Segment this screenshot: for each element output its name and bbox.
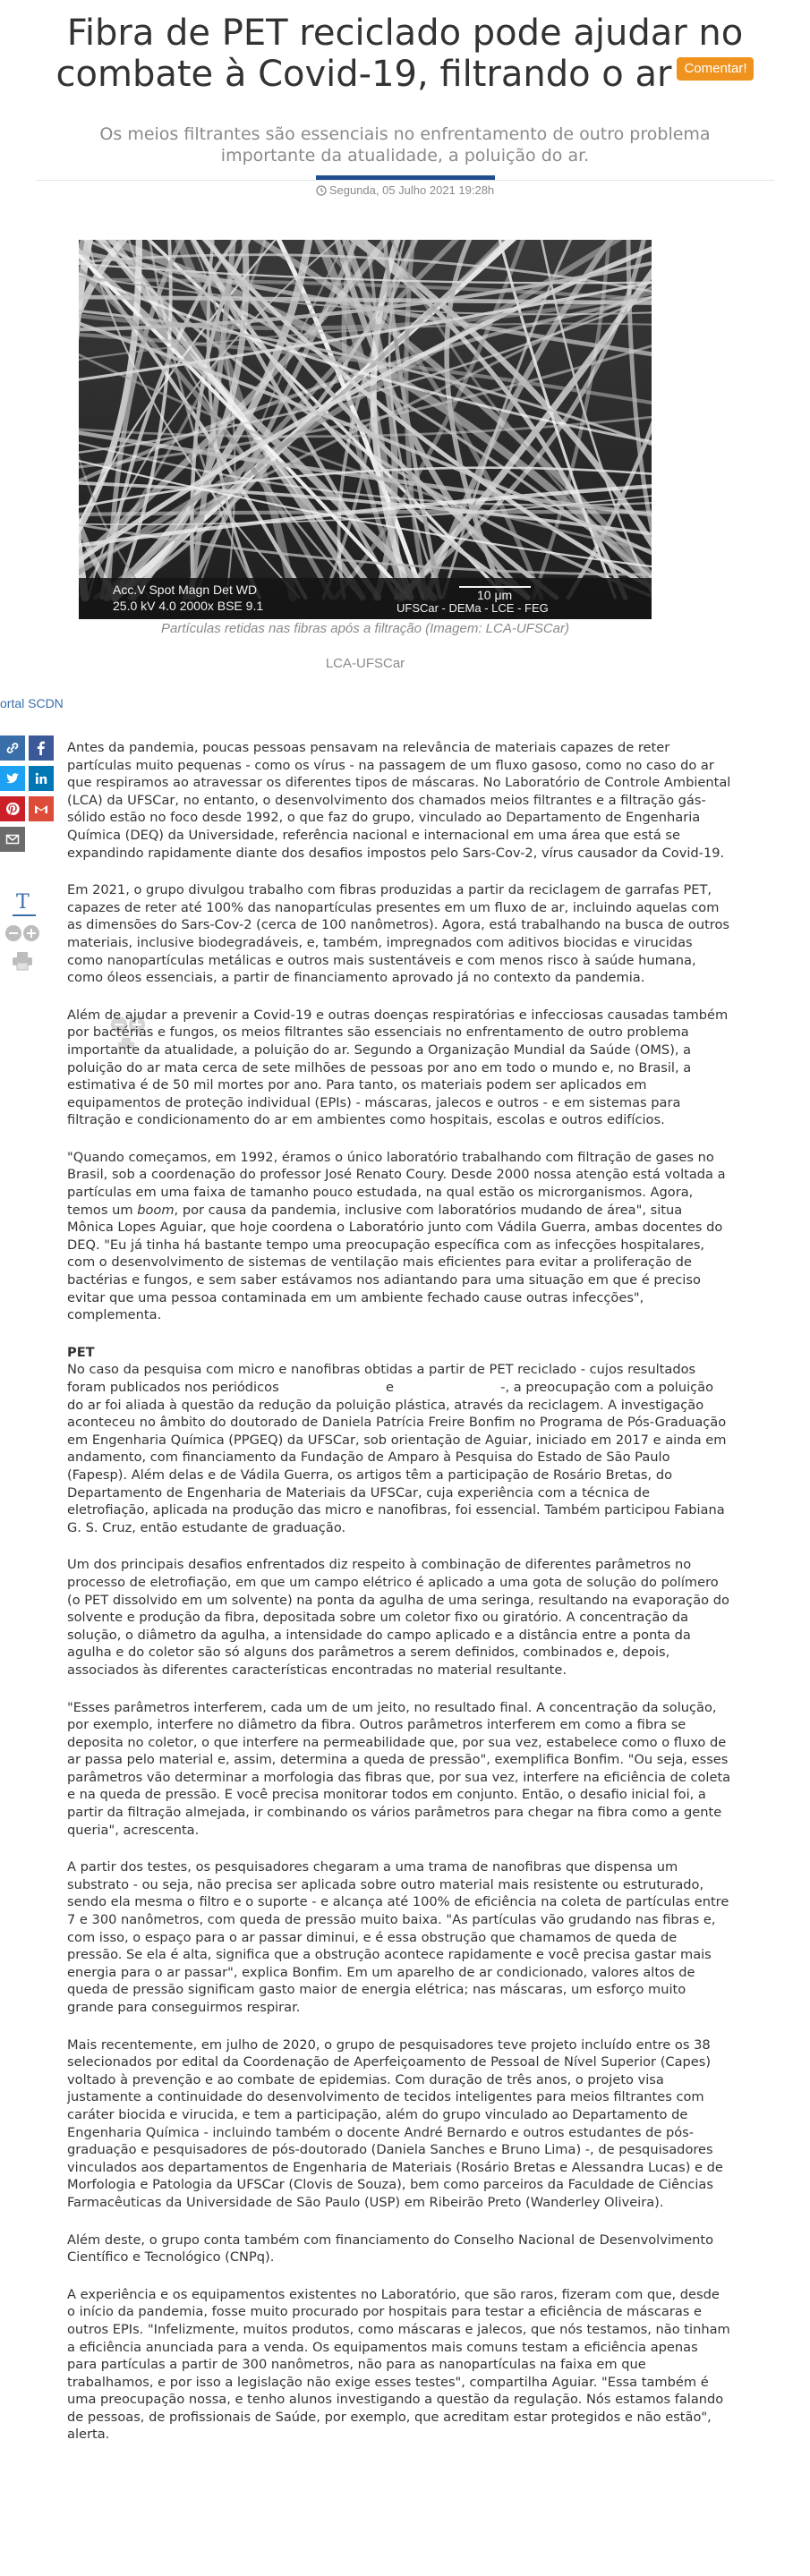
sem-photo — [79, 240, 652, 619]
paragraph-4 — [67, 1149, 731, 1324]
paragraph-2: Em 2021, o grupo divulgou trabalho com fibras produzidas a partir da reciclagem de garrafas PET, capazes de reter até 100% das nanopartículas presentes em um fluxo de ar, incluindo aquelas com as dimensões do Sars-Cov-2 (cerca de 100 nanômetros). Agora, está trabalhando na busca de outros materiais, inclusive biodegradáveis, e, também, impregnados com aditivos biocidas e virucidas como nanopartículas metálicas e outros mais sustentáveis e com menos risco à saúde humana, como óleos essenciais, a partir de financiamento aprovado já no contexto da pandemia. — [67, 882, 730, 986]
sem-scale-label: 10 μm — [477, 588, 513, 602]
article-figure — [79, 240, 652, 671]
sem-info-row1: Acc.V Spot Magn Det WD — [113, 582, 258, 597]
text-size-underline — [13, 914, 36, 916]
article-page — [0, 13, 810, 2576]
paragraph-6: Um dos principais desafios enfrentados diz respeito à combinação de diferentes parâmetros no processo de eletrofiação, em que um campo elétrico é aplicado a uma gota de solução do polímero (o PET dissolvido em um solvente) na ponta da agulha de uma seringa, resultando na evaporação do solvente e produção da fibra, depositada sobre um coletor fixo ou giratório. A concentração da solução, o diâmetro da agulha, a intensidade do campo aplicado e a distância entre a ponta da agulha e do coletor são só alguns dos parâmetros a serem definidos, combinados e, depois, associados às diferentes características encontradas no material resultante. — [67, 1557, 729, 1678]
article-title — [0, 13, 810, 95]
paragraph-8: A partir dos testes, os pesquisadores chegaram a uma trama de nanofibras que dispensa um substrato - ou seja, não precisa ser aplicada sobre outro material mais resistente ou estruturado, sendo ela mesma o filtro e o suporte - e alcança até 100% de eficiência na coleta de partículas entre 7 e 300 nanômetros, com queda de pressão muito baixa. "As partículas vão grudando nas fibras e, com isso, o espaço para o ar passar diminui, e é essa obstrução que chamamos de queda de pressão. Se ela é alta, significa que a obstrução acontece rapidamente e você precisa gastar mais energia para o ar passar", explica Bonfim. Em um aparelho de ar condicionado, valores altos de queda de pressão significam gasto maior de energia elétrica; nas máscaras, um esforço muito grande para conseguirmos respirar. — [67, 1859, 729, 2015]
paragraph-7: "Esses parâmetros interferem, cada um de um jeito, no resultado final. A concentração da solução, por exemplo, interfere no diâmetro da fibra. Outros parâmetros interferem em como a fibra se deposita no coletor, o que interfere na permeabilidade que, por sua vez, estabelece como o fluxo de ar passa pelo material e, assim, determina a queda de pressão", exemplifica Bonfim. "Ou seja, esses parâmetros vão determinar a morfologia das fibras que, por sua vez, interfere na eficiência de coleta e na queda de pressão. E você precisa monitorar todos em conjunto. Então, o desafio inicial foi, a partir da filtração almejada, ir combinando os vários parâmetros para chegar na fibra como a gente queria", acrescenta. — [67, 1699, 731, 1838]
facebook-icon[interactable] — [29, 735, 54, 761]
portal-link[interactable]: ortal SCDN — [0, 696, 64, 710]
comment-button[interactable]: Comentar! — [677, 57, 754, 81]
text-size-label: T — [16, 891, 30, 914]
link-icon[interactable] — [0, 735, 25, 761]
clock-icon — [316, 185, 327, 196]
article-subtitle: Os meios filtrantes são essenciais no enfrentamento de outro problema importante da atualidade, a poluição do ar. — [99, 124, 711, 166]
twitter-icon[interactable] — [0, 766, 25, 791]
reading-tools — [0, 886, 45, 984]
paragraph-9: Mais recentemente, em julho de 2020, o grupo de pesquisadores teve projeto incluído entre os 38 selecionados por edital da Coordenação de Aperfeiçoamento de Pessoal de Nível Superior (Capes) voltado à prevenção e ao combate de epidemias. Com duração de três anos, o projeto visa justamente a continuidade do desenvolvimento de tecidos inteligentes para meios filtrantes com caráter biocida e virucida, e tem a participação, além do grupo vinculado ao Departamento de Engenharia Química - incluindo também o docente André Bernardo e outros estudantes de pós-graduação e pesquisadores de pós-doutorado (Daniela Sanches e Bruno Lima) -, de pesquisadores vinculados aos departamentos de Engenharia de Materiais (Rosário Bretas e Alessandra Lucas) e de Morfologia e Patologia da UFSCar (Clovis de Souza), bem como parceiros da Faculdade de Ciências Farmacêuticas da Universidade de São Paulo (USP) em Ribeirão Preto (Wanderley Oliveira). — [67, 2036, 723, 2210]
image-credit: LCA-UFSCar — [325, 656, 405, 671]
paragraph-4-emphasis: boom — [137, 1202, 175, 1218]
sem-org-label: UFSCar - DEMa - LCE - FEG — [396, 601, 549, 615]
email-icon[interactable] — [0, 827, 25, 852]
paragraph-5-conjunction: e — [381, 1380, 398, 1395]
plus-glyph-v — [30, 929, 32, 938]
zoom-out-icon[interactable] — [5, 925, 21, 941]
publish-date-text: Segunda, 05 Julho 2021 19:28h — [328, 183, 495, 197]
text-size-icon[interactable] — [11, 893, 38, 914]
paragraph-5 — [67, 1361, 731, 1536]
paragraph-11: A experiência e os equipamentos existentes no Laboratório, que são raros, fizeram com que, desde o início da pandemia, fosse muito procurado por hospitais para testar a eficiência de máscaras e outros EPIs. "Infelizmente, muitos produtos, como máscaras e jalecos, que nós testamos, não tinham a eficiência anunciada para a venda. Os equipamentos mais comuns testam a eficiência apenas para partículas a partir de 300 nanômetros, não para as nanopartículas na faixa em que trabalhamos, e por isso a legislação não exige esses testes", compartilha Aguiar. "Essa também é uma preocupação nossa, e tenho alunos investigando a questão da regulação. Nós estamos falando de pessoas, de profissionais de Saúde, por exemplo, que acreditam estar protegidos e não estão", alerta. — [67, 2286, 730, 2443]
paragraph-3: Além de ajudar a prevenir a Covid-19 e outras doenças respiratórias e infecciosas causadas também por bactérias e fungos, os meios filtrantes são essenciais no enfrentamento de outro problema importante da atualidade, a poluição do ar. Segundo a Organização Mundial da Saúde (OMS), a poluição do ar mata cerca de sete milhões de pessoas por ano em todo o mundo e, no Brasil, a estimativa é de 50 mil mortes por ano. Para tanto, os materiais podem ser aplicados em equipamentos de proteção individual (EPIs) - máscaras, jalecos e outros - e em sistemas para filtração e condicionamento do ar em ambientes como hospitais, escolas e outros edifícios. — [67, 1007, 729, 1128]
article-body — [67, 739, 731, 2463]
paragraph-1: Antes da pandemia, poucas pessoas pensavam na relevância de materiais capazes de reter partículas muito pequenas - como os vírus - na passagem de um fluxo gasoso, como no caso do ar que respiramos ao atravessar os diferentes tipos de máscaras. No Laboratório de Controle Ambiental (LCA) da UFSCar, no entanto, o desenvolvimento dos chamados meios filtrantes e a filtração gás-sólido estão no foco desde 1992, o que faz do grupo, vinculado ao Departamento de Engenharia Química (DEQ) da Universidade, referência nacional e internacional em uma área que está se expandindo rapidamente diante dos desafios impostos pelo Sars-Cov-2, vírus causador da Covid-19. — [67, 740, 731, 861]
section-heading-pet: PET — [67, 1344, 95, 1360]
pinterest-icon[interactable] — [0, 796, 25, 821]
minus-glyph — [9, 932, 18, 934]
publish-date — [0, 181, 810, 200]
paragraph-5-part-b: -, a preocupação com a poluição do ar foi aliada à questão da redução da poluição plástica, através da reciclagem. A investigação aconteceu no âmbito do doutorado de Daniela Patrícia Freire Bonfim no Programa de Pós-Graduação em Engenharia Química (PPGEQ) da UFSCar, sob orientação de Aguiar, iniciado em 2017 e ainda em andamento, com financiamento da Fundação de Amparo à Pesquisa do Estado de São Paulo (Fapesp). Além delas e de Vádila Guerra, os artigos têm a participação de Rosário Bretas, do Departamento de Engenharia de Materiais da UFSCar, cuja experiência com a técnica de eletrofiação, aplicada na produção das micro e nanofibras, foi essencial. Também participou Fabiana G. S. Cruz, então estudante de graduação. — [67, 1380, 727, 1535]
zoom-in-icon[interactable] — [23, 925, 39, 941]
gmail-icon[interactable] — [29, 796, 54, 821]
sem-info-row2: 25.0 kV 4.0 2000x BSE 9.1 — [113, 599, 264, 613]
image-caption: Partículas retidas nas fibras após a filtração (Imagem: LCA-UFSCar) — [161, 621, 569, 636]
linkedin-icon[interactable] — [29, 766, 54, 791]
paragraph-5-part-a: No caso da pesquisa com micro e nanofibras obtidas a partir de PET reciclado - cujos resultados foram publicados nos periódicos — [67, 1362, 696, 1395]
paragraph-4-part-b: , por causa da pandemia, inclusive com laboratórios mudando de área", situa Mônica Lopes Aguiar, que hoje coordena o Laboratório junto com Vádila Guerra, ambas docentes do DEQ. "Eu já tinha há bastante tempo uma preocupação específica com as infecções hospitalares, com o desenvolvimento de sistemas de ventilação mais eficientes para evitar a proliferação de bactérias e fungos, e sem saber estávamos nos adiantando para uma situação em que é preciso evitar que uma pessoa contaminada em um ambiente fechado cause outras infecções", complementa. — [67, 1202, 723, 1323]
article-title-text: Fibra de PET reciclado pode ajudar no combate à Covid-19, filtrando o ar — [55, 13, 744, 95]
paragraph-10: Além deste, o grupo conta também com financiamento do Conselho Nacional de Desenvolvimento Científico e Tecnológico (CNPq). — [67, 2232, 714, 2266]
paragraph-4-part-a: "Quando começamos, em 1992, éramos o único laboratório trabalhando com filtração de gases no Brasil, sob a coordenação do professor José Renato Coury. Desde 2000 nossa atenção está voltada a partículas em uma faixa de tamanho pouco estudada, na qual estão os microrganismos. Agora, temos um — [67, 1149, 726, 1218]
print-icon[interactable] — [11, 950, 34, 976]
